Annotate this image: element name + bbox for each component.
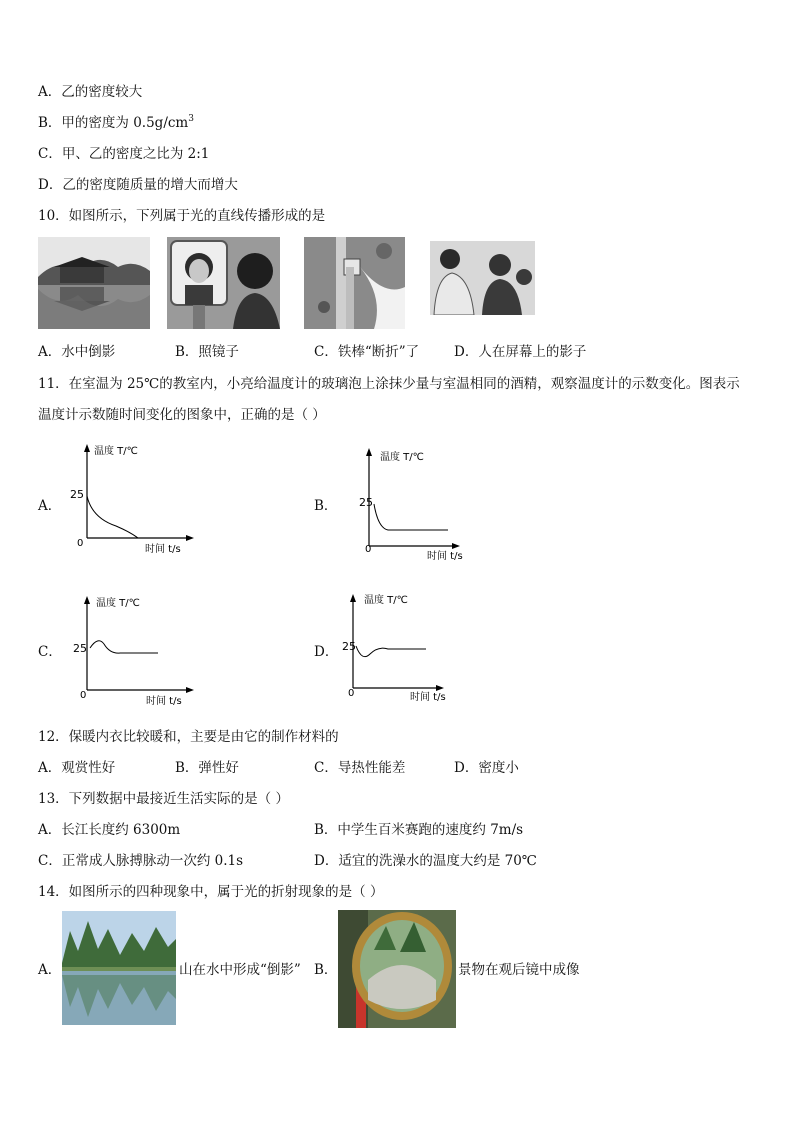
q11-graph-b-origin: 0 [365, 544, 372, 555]
q11-graph-c-origin: 0 [80, 690, 87, 701]
q11-graph-c-y-title: 温度 T/℃ [96, 598, 140, 609]
q10-stem: 10．如图所示，下列属于光的直线传播形成的是 [38, 208, 326, 224]
q9-option-b-sup: 3 [188, 114, 194, 124]
q14-stem: 14．如图所示的四种现象中，属于光的折射现象的是（ ） [38, 884, 384, 900]
q14-option-a-letter: A． [38, 962, 62, 978]
q9-option-a: A．乙的密度较大 [38, 84, 143, 100]
q11-graph-c-label: C． [38, 644, 62, 660]
q11-graph-a-y-tick: 25 [70, 488, 84, 501]
q14-option-a-caption: 山在水中形成“倒影” [179, 962, 301, 978]
q11-graph-a-x-title: 时间 t/s [145, 544, 181, 555]
q11-stem-line1: 11．在室温为 25℃的教室内，小亮给温度计的玻璃泡上涂抹少量与室温相同的酒精，观察温度计的示数变化。图表示 [38, 376, 740, 392]
q10-option-c: C．铁棒“断折”了 [314, 344, 420, 360]
q11-graph-c [60, 590, 200, 710]
q12-option-c: C．导热性能差 [314, 760, 406, 776]
q13-option-a: A．长江长度约 6300m [38, 822, 181, 838]
q11-graph-c-x-arrow [186, 687, 194, 693]
q10-photo-shadow [430, 241, 535, 315]
q14-option-b-letter: B． [314, 962, 338, 978]
q10-option-d: D．人在屏幕上的影子 [454, 344, 587, 360]
q11-graph-c-curve [90, 641, 158, 653]
q12-option-d: D．密度小 [454, 760, 519, 776]
q11-graph-d-y-arrow [350, 594, 356, 602]
q11-graph-a-origin: 0 [77, 538, 84, 549]
q11-graph-a-y-arrow [84, 444, 90, 452]
q11-stem-line2: 温度计示数随时间变化的图象中，正确的是（ ） [38, 407, 326, 423]
q10-photo-reflection [38, 237, 150, 329]
q12-option-a: A．观赏性好 [38, 760, 116, 776]
q9-option-c: C．甲、乙的密度之比为 2:1 [38, 146, 210, 162]
q11-graph-a [60, 438, 200, 558]
q13-option-c: C．正常成人脉搏脉动一次约 0.1s [38, 853, 244, 869]
q10-option-a: A．水中倒影 [38, 344, 116, 360]
q11-graph-b-curve [374, 504, 448, 530]
q9-option-b-text: B．甲的密度为 0.5g/cm [38, 115, 189, 131]
q10-option-b: B．照镜子 [175, 344, 239, 360]
q11-graph-a-x-arrow [186, 535, 194, 541]
q11-graph-b-y-arrow [366, 448, 372, 456]
q11-graph-d-origin: 0 [348, 688, 355, 699]
q10-photo-mirror [167, 237, 280, 329]
q11-graph-c-y-arrow [84, 596, 90, 604]
q11-graph-d-x-arrow [436, 685, 444, 691]
q11-graph-a-label: A． [38, 498, 62, 514]
q11-graph-b-x-title: 时间 t/s [427, 551, 463, 562]
q11-graph-d-curve [356, 646, 426, 657]
q11-graph-c-x-title: 时间 t/s [146, 696, 182, 707]
q11-graph-c-y-tick: 25 [73, 642, 87, 655]
q13-stem: 13．下列数据中最接近生活实际的是（ ） [38, 791, 289, 807]
q11-graph-d-y-title: 温度 T/℃ [364, 595, 408, 606]
q11-graph-d-y-tick: 25 [342, 640, 356, 653]
q11-graph-b-label: B． [314, 498, 338, 514]
q11-graph-b-y-tick: 25 [359, 496, 373, 509]
q11-graph-b [342, 442, 482, 566]
q13-option-d: D．适宜的洗澡水的温度大约是 70℃ [314, 853, 537, 869]
q12-stem: 12．保暖内衣比较暖和，主要是由它的制作材料的 [38, 729, 339, 745]
q11-graph-d-label: D． [314, 644, 339, 660]
q14-photo-convex-mirror [338, 910, 456, 1028]
q11-graph-d [326, 588, 466, 708]
q14-option-b-caption: 景物在观后镜中成像 [458, 962, 580, 978]
q9-option-d: D．乙的密度随质量的增大而增大 [38, 177, 238, 193]
q10-photo-rod [304, 237, 405, 329]
q9-option-b [38, 114, 194, 132]
q11-graph-a-curve [87, 496, 138, 538]
q11-graph-b-x-arrow [452, 543, 460, 549]
q14-photo-mountain-reflection [62, 911, 176, 1025]
q13-option-b: B．中学生百米赛跑的速度约 7m/s [314, 822, 524, 838]
q11-graph-a-y-title: 温度 T/℃ [94, 446, 138, 457]
q12-option-b: B．弹性好 [175, 760, 239, 776]
q11-graph-d-x-title: 时间 t/s [410, 692, 446, 703]
q11-graph-b-y-title: 温度 T/℃ [380, 452, 424, 463]
